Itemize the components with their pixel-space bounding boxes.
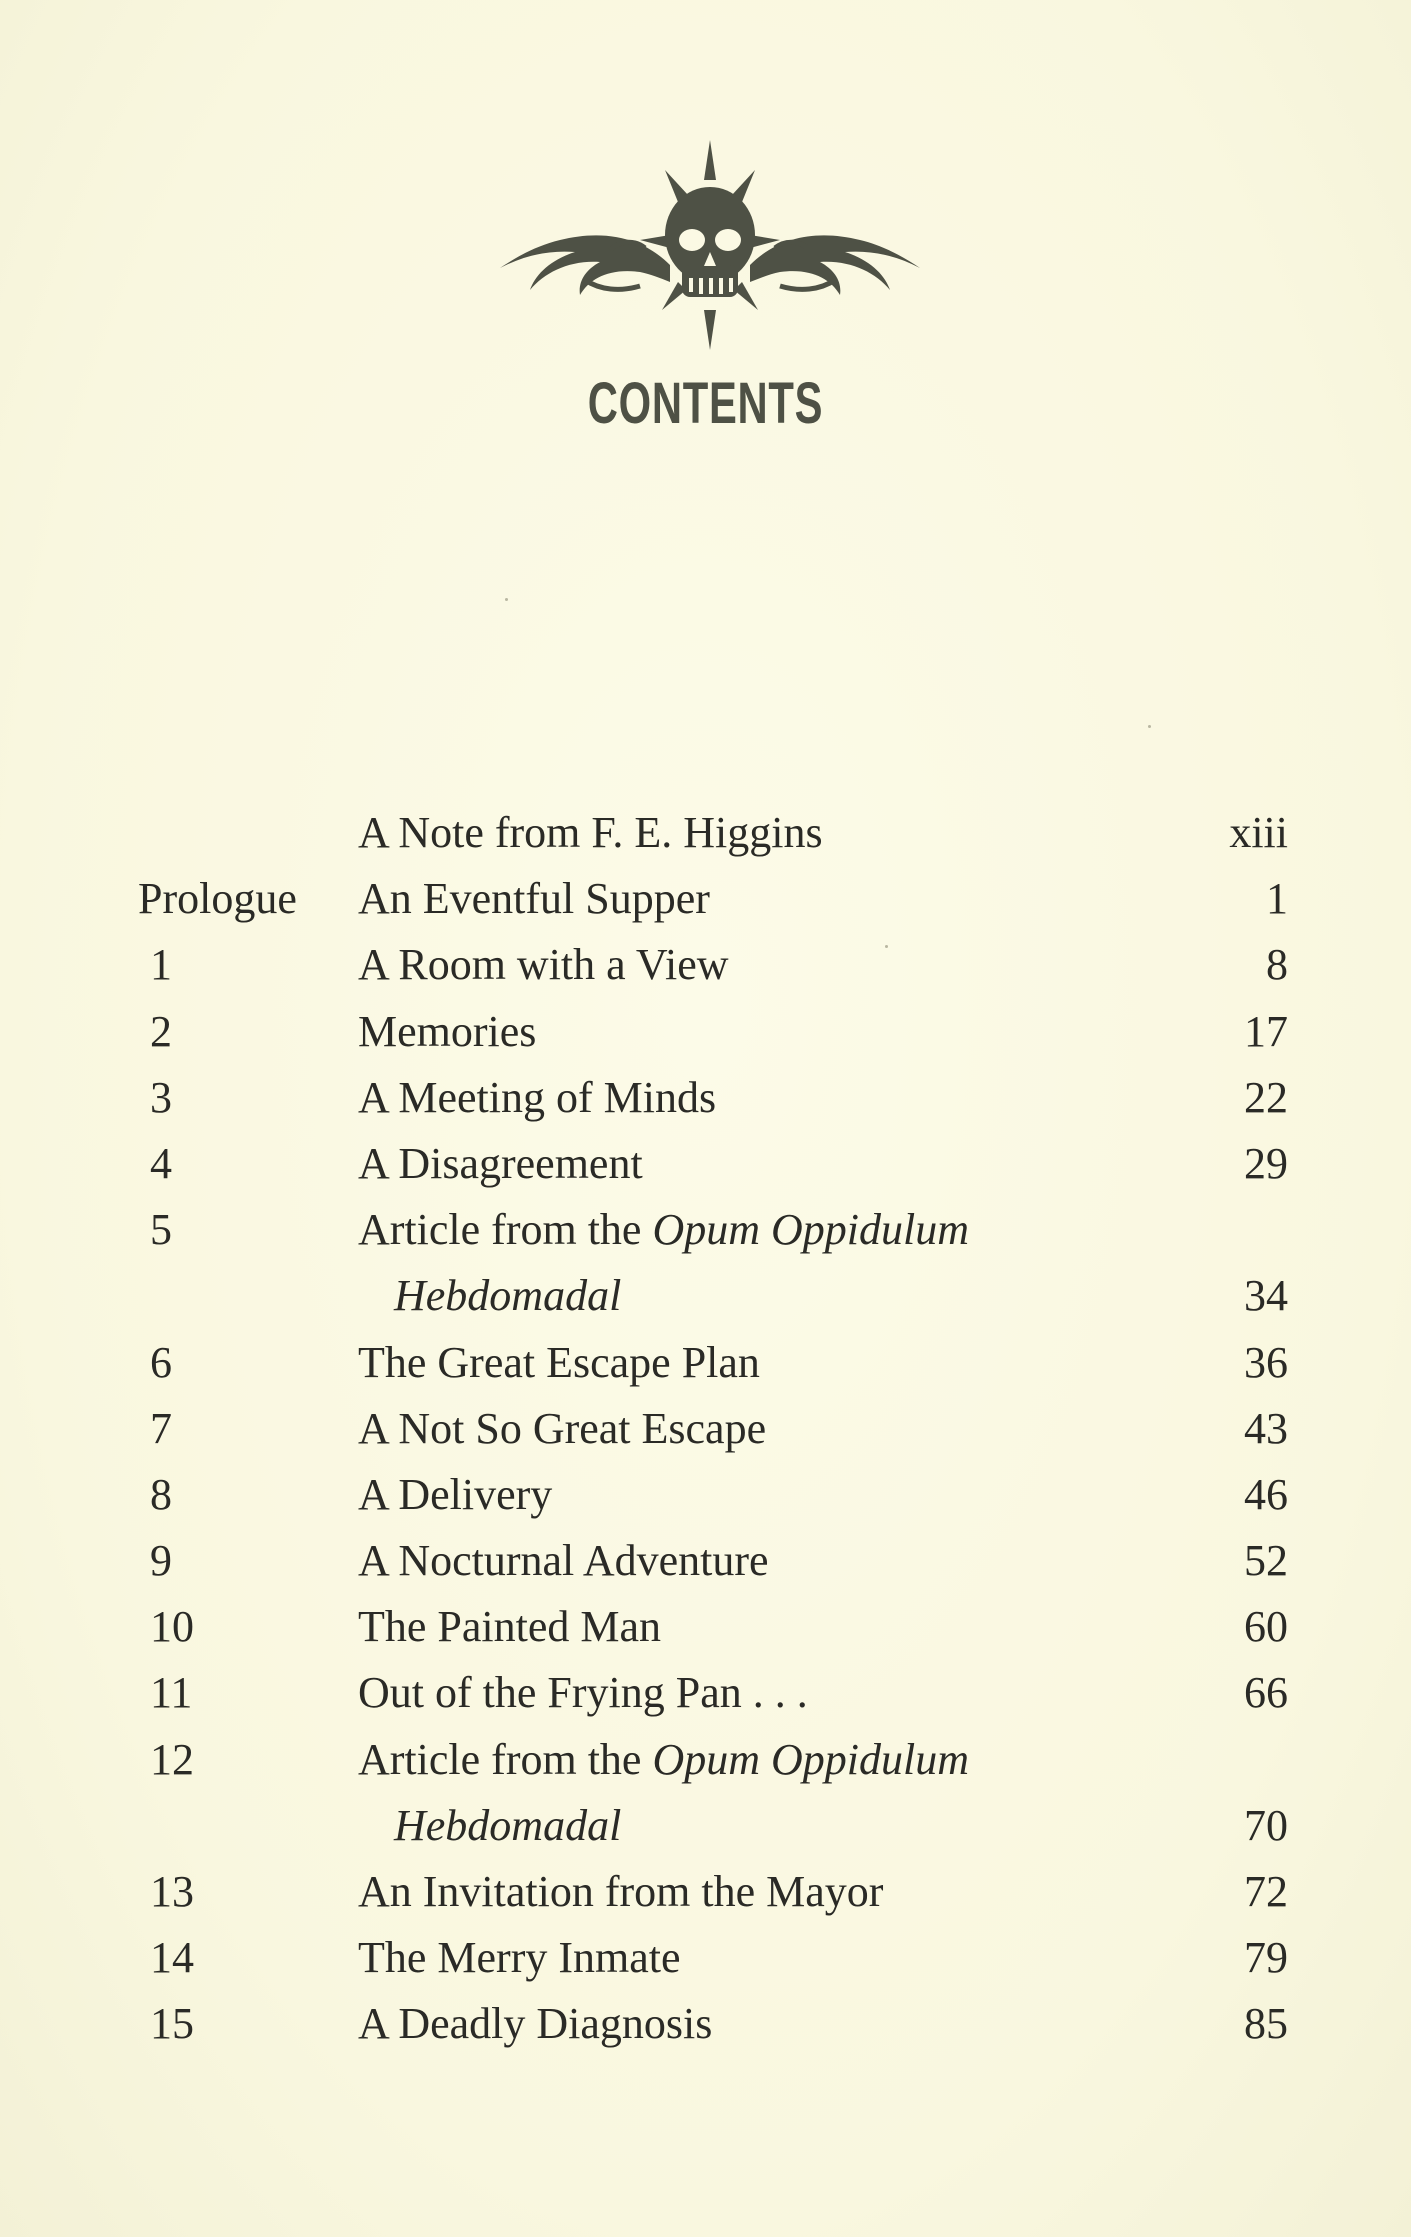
chapter-number: 7 bbox=[150, 1403, 172, 1453]
chapter-title bbox=[358, 1197, 969, 1263]
chapter-number: 3 bbox=[150, 1072, 172, 1122]
toc-entry bbox=[138, 999, 1288, 1065]
toc-entry bbox=[138, 932, 1288, 998]
chapter-title: A Note from F. E. Higgins bbox=[358, 808, 823, 857]
chapter-title: A Delivery bbox=[358, 1469, 553, 1519]
page-number: 43 bbox=[1244, 1403, 1288, 1453]
toc-entry-continued bbox=[138, 1263, 1288, 1329]
winged-skull-icon bbox=[490, 140, 930, 350]
page-number: 46 bbox=[1244, 1469, 1288, 1519]
newspaper-name: Opum Oppidulum bbox=[652, 1205, 970, 1255]
page-number: 29 bbox=[1244, 1138, 1288, 1188]
toc-entry bbox=[138, 1925, 1288, 1991]
toc-entry bbox=[138, 1991, 1288, 2057]
page-number: 52 bbox=[1244, 1536, 1288, 1586]
newspaper-name-continued: Hebdomadal bbox=[394, 1800, 622, 1850]
table-of-contents bbox=[138, 800, 1288, 2058]
chapter-title: A Nocturnal Adventure bbox=[358, 1536, 769, 1586]
toc-entry bbox=[138, 1727, 1288, 1793]
toc-entry bbox=[138, 1528, 1288, 1594]
chapter-title-prefix: Article from the bbox=[358, 1205, 653, 1255]
chapter-number: 8 bbox=[150, 1469, 172, 1519]
page-number: 34 bbox=[1244, 1271, 1288, 1321]
page-number: 66 bbox=[1244, 1668, 1288, 1718]
toc-entry bbox=[138, 1131, 1288, 1197]
page-number: 85 bbox=[1244, 1999, 1288, 2049]
page-number: 36 bbox=[1244, 1337, 1288, 1387]
chapter-title: A Not So Great Escape bbox=[358, 1403, 767, 1453]
page-number: xiii bbox=[1229, 808, 1288, 857]
toc-entry bbox=[138, 1396, 1288, 1462]
newspaper-name: Opum Oppidulum bbox=[652, 1734, 970, 1784]
chapter-title: A Deadly Diagnosis bbox=[358, 1999, 713, 2049]
chapter-title: An Eventful Supper bbox=[358, 874, 710, 924]
page-title: CONTENTS bbox=[587, 371, 824, 436]
chapter-title: The Great Escape Plan bbox=[358, 1337, 760, 1387]
paper-speck bbox=[885, 945, 888, 948]
page-number: 22 bbox=[1244, 1072, 1288, 1122]
chapter-number: 13 bbox=[150, 1867, 194, 1916]
chapter-number: 5 bbox=[150, 1205, 172, 1255]
toc-entry bbox=[138, 866, 1288, 932]
page-number: 60 bbox=[1244, 1602, 1288, 1652]
paper-speck bbox=[1148, 725, 1151, 728]
page-number: 79 bbox=[1244, 1933, 1288, 1983]
chapter-title: A Room with a View bbox=[358, 940, 729, 990]
chapter-title: The Painted Man bbox=[358, 1602, 662, 1652]
chapter-number: 11 bbox=[150, 1668, 193, 1718]
chapter-number: Prologue bbox=[138, 874, 297, 924]
page-number: 72 bbox=[1244, 1867, 1288, 1916]
toc-entry-continued bbox=[138, 1793, 1288, 1859]
toc-entry bbox=[138, 1660, 1288, 1726]
toc-entry bbox=[138, 1065, 1288, 1131]
chapter-number: 9 bbox=[150, 1536, 172, 1586]
toc-entry bbox=[138, 1197, 1288, 1263]
chapter-title: An Invitation from the Mayor bbox=[358, 1867, 884, 1916]
toc-entry bbox=[138, 1594, 1288, 1660]
toc-entry bbox=[138, 1859, 1288, 1925]
chapter-number: 1 bbox=[150, 940, 172, 990]
chapter-number: 12 bbox=[150, 1734, 194, 1784]
toc-entry bbox=[138, 1462, 1288, 1528]
paper-speck bbox=[505, 598, 508, 601]
chapter-title: Out of the Frying Pan . . . bbox=[358, 1668, 808, 1718]
chapter-title-prefix: Article from the bbox=[358, 1734, 653, 1784]
chapter-number: 10 bbox=[150, 1602, 194, 1652]
page-number: 1 bbox=[1266, 874, 1288, 924]
page-number: 17 bbox=[1244, 1006, 1288, 1056]
chapter-title bbox=[358, 1727, 969, 1793]
chapter-number: 6 bbox=[150, 1337, 172, 1387]
chapter-title: The Merry Inmate bbox=[358, 1933, 681, 1983]
chapter-number: 15 bbox=[150, 1999, 194, 2049]
chapter-number: 2 bbox=[150, 1006, 172, 1056]
page-number: 70 bbox=[1244, 1800, 1288, 1850]
toc-entry bbox=[138, 1330, 1288, 1396]
toc-entry bbox=[138, 800, 1288, 866]
chapter-number: 4 bbox=[150, 1138, 172, 1188]
chapter-title: A Disagreement bbox=[358, 1138, 643, 1188]
page-number: 8 bbox=[1266, 940, 1288, 990]
newspaper-name-continued: Hebdomadal bbox=[394, 1271, 622, 1321]
chapter-title: A Meeting of Minds bbox=[358, 1072, 717, 1122]
chapter-number: 14 bbox=[150, 1933, 194, 1983]
chapter-title: Memories bbox=[358, 1006, 537, 1056]
